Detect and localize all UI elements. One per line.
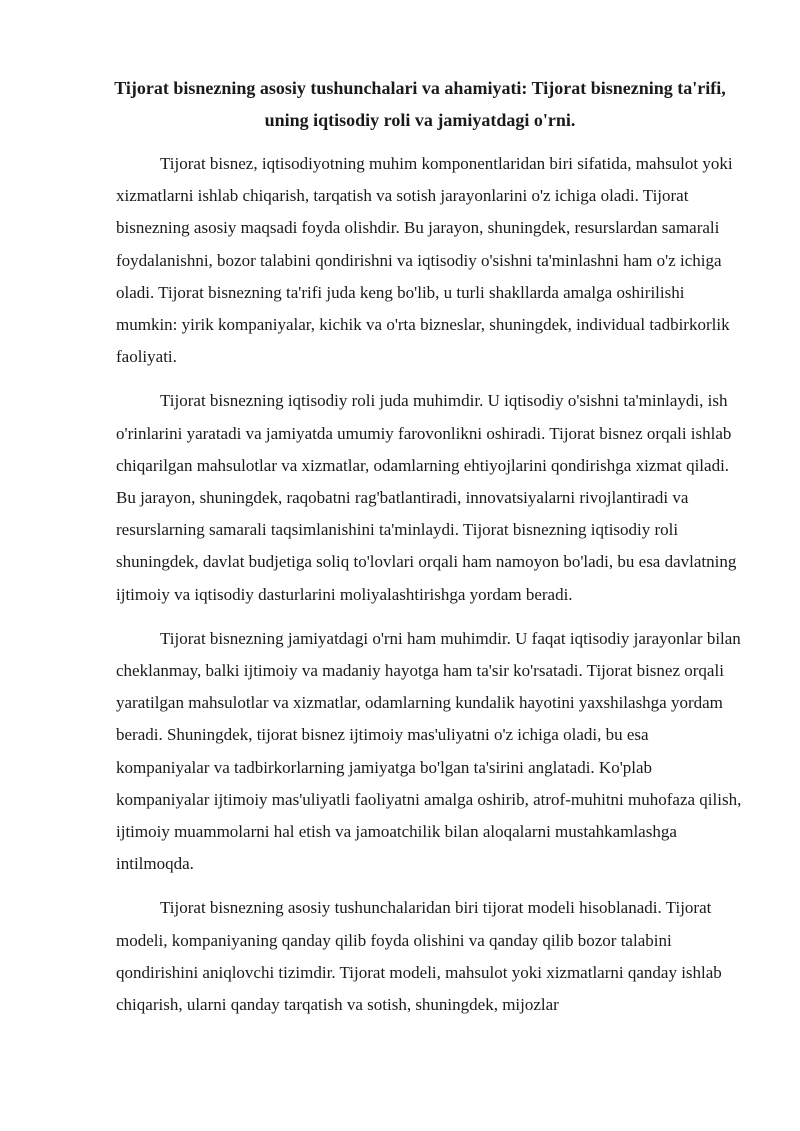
document-body (116, 148, 746, 1033)
paragraph-1: Tijorat bisnez, iqtisodiyotning muhim komponentlaridan biri sifatida, mahsulot yoki xizmatlarni ishlab chiqarish, tarqatish va sotish jarayonlarini o'z ichiga oladi. Tijorat bisnezning asosiy maqsadi foyda olishdir. Bu jarayon, shuningdek, resurslardan samarali foydalanishni, bozor talabini qondirishni va iqtisodiy o'sishni ta'minlashni ham o'z ichiga oladi. Tijorat bisnezning ta'rifi juda keng bo'lib, u turli shakllarda amalga oshirilishi mumkin: yirik kompaniyalar, kichik va o'rta bizneslar, shuningdek, individual tadbirkorlik faoliyati. (116, 154, 733, 367)
paragraph-2: Tijorat bisnezning iqtisodiy roli juda muhimdir. U iqtisodiy o'sishni ta'minlaydi, ish o'rinlarini yaratadi va jamiyatda umumiy farovonlikni oshiradi. Tijorat bisnez orqali ishlab chiqarilgan mahsulotlar va xizmatlar, odamlarning ehtiyojlarini qondirishga xizmat qiladi. Bu jarayon, shuningdek, raqobatni rag'batlantiradi, innovatsiyalarni rivojlantiradi va resurslarning samarali taqsimlanishini ta'minlaydi. Tijorat bisnezning iqtisodiy roli shuningdek, davlat budjetiga soliq to'lovlari orqali ham namoyon bo'ladi, bu esa davlatning ijtimoiy va iqtisodiy dasturlarini moliyalashtirishga yordam beradi. (116, 391, 737, 604)
document-title: Tijorat bisnezning asosiy tushunchalari va ahamiyati: Tijorat bisnezning ta'rifi, uning iqtisodiy roli va jamiyatdagi o'rni. (114, 78, 726, 130)
paragraph-4: Tijorat bisnezning asosiy tushunchalaridan biri tijorat modeli hisoblanadi. Tijorat modeli, kompaniyaning qanday qilib foyda olishini va qanday qilib bozor talabini qondirishini aniqlovchi tizimdir. Tijorat modeli, mahsulot yoki xizmatlarni qanday ishlab chiqarish, ularni qanday tarqatish va sotish, shuningdek, mijozlar (116, 898, 722, 1015)
paragraph-3: Tijorat bisnezning jamiyatdagi o'rni ham muhimdir. U faqat iqtisodiy jarayonlar bilan cheklanmay, balki ijtimoiy va madaniy hayotga ham ta'sir ko'rsatadi. Tijorat bisnez orqali yaratilgan mahsulotlar va xizmatlar, odamlarning kundalik hayotini yaxshilashga yordam beradi. Shuningdek, tijorat bisnez ijtimoiy mas'uliyatni o'z ichiga oladi, bu esa kompaniyalar va tadbirkorlarning jamiyatga bo'lgan ta'sirini anglatadi. Ko'plab kompaniyalar ijtimoiy mas'uliyatli faoliyatni amalga oshirib, atrof-muhitni muhofaza qilish, ijtimoiy muammolarni hal etish va jamoatchilik bilan aloqalarni mustahkamlashga intilmoqda. (116, 628, 742, 874)
